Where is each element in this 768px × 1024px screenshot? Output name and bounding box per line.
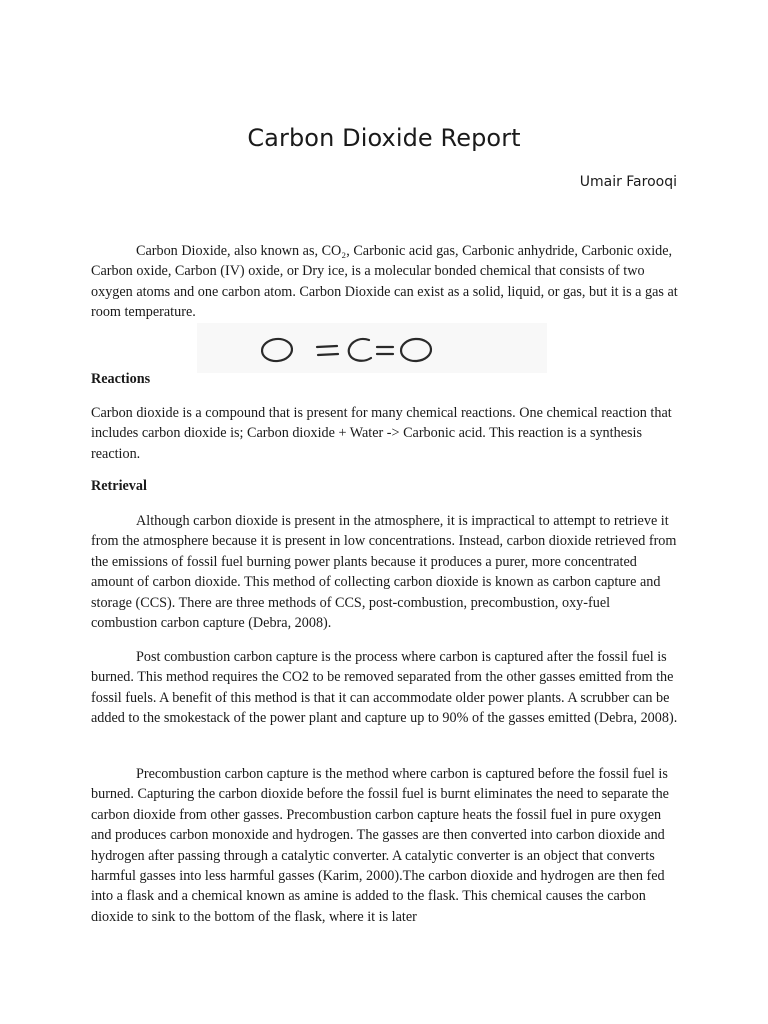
co2-structural-formula-image (197, 323, 547, 373)
author-name: Umair Farooqi (579, 174, 677, 190)
formula-drawing (197, 323, 547, 373)
intro-paragraph: Carbon Dioxide, also known as, CO₂, Carbonic acid gas, Carbonic anhydride, Carbonic oxide, Carbon oxide, Carbon (IV) oxide, or Dry ice, is a molecular bonded chemical that consists of two oxygen atoms and one carbon atom. Carbon Dioxide can exist as a solid, liquid, or gas, but it is a gas at room temperature. (91, 243, 678, 321)
heading-retrieval: Retrieval (91, 478, 147, 494)
retrieval-paragraph-2: Post combustion carbon capture is the process where carbon is captured after the fossil fuel is burned. This method requires the CO2 to be removed separated from the other gasses emitted from the fossil fuels. A benefit of this method is that it can accommodate older power plants. A scrubber can be added to the smokestack of the power plant and capture up to 90% of the gasses emitted (Debra, 2008). (91, 649, 678, 727)
retrieval-paragraph-3: Precombustion carbon capture is the method where carbon is captured before the fossil fuel is burned. Capturing the carbon dioxide before the fossil fuel is burnt eliminates the need to separate the carbon dioxide from other gasses. Precombustion carbon capture heats the fossil fuel in pure oxygen and produces carbon monoxide and hydrogen. The gasses are then converted into carbon dioxide and hydrogen after passing through a catalytic converter. A catalytic converter is an object that converts harmful gasses into less harmful gasses (Karim, 2000).The carbon dioxide and hydrogen are then fed into a flask and a chemical known as amine is added to the flask. This chemical causes the carbon dioxide to sink to the bottom of the flask, where it is later (91, 766, 669, 925)
heading-reactions: Reactions (91, 371, 151, 387)
retrieval-paragraph-1: Although carbon dioxide is present in the atmosphere, it is impractical to attempt to retrieve it from the atmosphere because it is present in low concentrations. Instead, carbon dioxide retrieved from the emissions of fossil fuel burning power plants because it produces a purer, more concentrated amount of carbon dioxide. This method of collecting carbon dioxide is known as carbon capture and storage (CCS). There are three methods of CCS, post-combustion, precombustion, oxy-fuel combustion carbon capture (Debra, 2008). (91, 513, 677, 632)
page-title: Carbon Dioxide Report (247, 124, 521, 152)
reactions-paragraph: Carbon dioxide is a compound that is present for many chemical reactions. One chemical reaction that includes carbon dioxide is; Carbon dioxide + Water -> Carbonic acid. This reaction is a synthesis reaction. (91, 405, 672, 462)
